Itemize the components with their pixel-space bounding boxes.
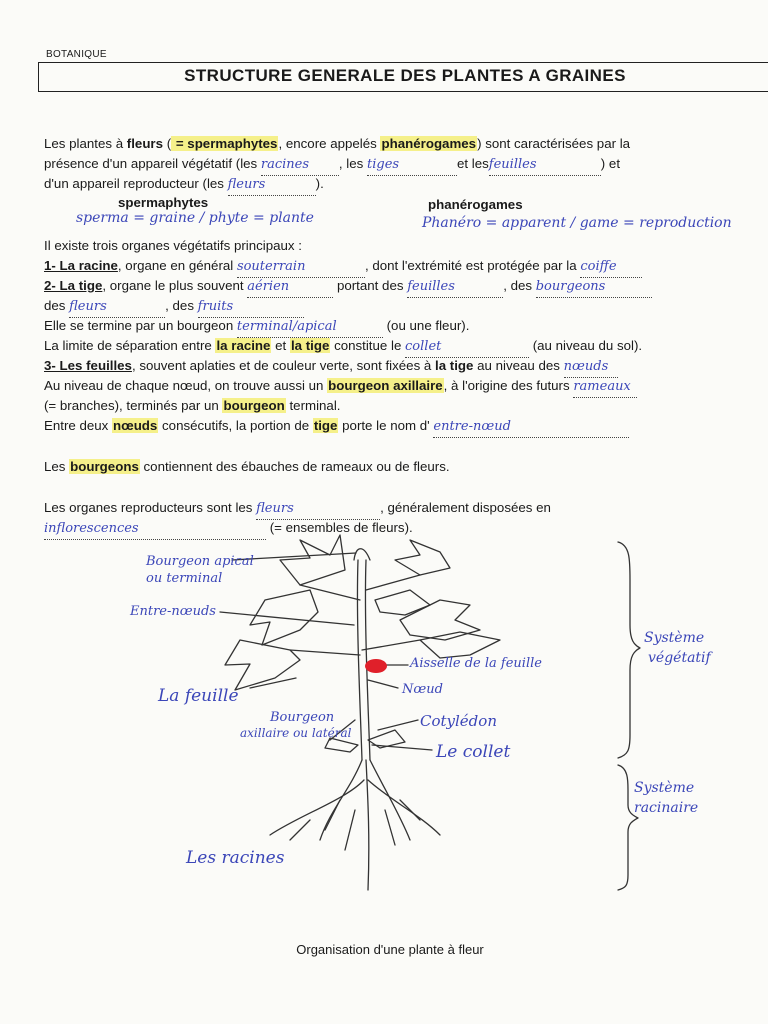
answer-fleurs: fleurs [227,177,266,192]
term-noeuds: nœuds [113,418,158,433]
text: (au niveau du sol). [529,338,643,353]
text: , des [503,278,536,293]
label-systeme-veg-2: végétatif [648,650,711,666]
term-racine: 1- La racine [44,258,118,273]
text: , organe le plus souvent [102,278,248,293]
text: d'un appareil reproducteur (les [44,176,228,191]
answer-coiffe: coiffe [580,259,617,274]
text: terminal. [285,398,341,413]
text: Entre deux [44,418,113,433]
etym-sperm-head: spermaphytes [118,195,209,210]
text: , organe en général [117,258,237,273]
answer-racines: racines [260,157,310,172]
answer-souterrain: souterrain [236,259,306,274]
text: et les [457,156,489,171]
leaf-top-right [395,540,450,575]
text: ) et [600,156,621,171]
pointer-entrenoeud [220,612,354,625]
term-la-tige: la tige [290,338,330,353]
branch-left-top [300,585,360,600]
label-noeud: Nœud [402,682,443,697]
answer-fruits: fruits [197,299,234,314]
text: La limite de séparation entre [44,338,216,353]
branch-left-mid [290,650,360,655]
label-entrenoeud: Entre-nœuds [130,604,216,619]
text: , généralement disposées en [380,500,551,515]
text: (= ensembles de fleurs). [266,520,413,535]
answer-aerien: aérien [247,279,290,294]
label-collet: Le collet [436,742,511,762]
text: au niveau des [473,358,564,373]
label-apical-2: ou terminal [146,571,223,586]
apical-bud-shape [354,549,370,560]
leaf-right-inner [375,590,430,615]
answer-fleurs-tige: fleurs [69,299,107,314]
term-tige: 2- La tige [44,278,103,293]
term-tige-hl: tige [313,418,338,433]
answer-feuilles: feuilles [488,157,537,172]
label-apical: Bourgeon apical [146,554,254,569]
text: consécutifs, la portion de [158,418,313,433]
label-axil-2: axillaire ou latéral [240,726,352,740]
term-spermaphytes: = spermaphytes [172,136,278,151]
answer-feuilles-tige: feuilles [407,279,455,294]
pointer-noeud [368,680,398,688]
term-bourgeon-axillaire: bourgeon axillaire [328,378,443,393]
branch-right-top [366,575,420,590]
answer-noeuds: nœuds [563,359,609,374]
etym-sperm-def: sperma = graine / phyte = plante [76,210,314,226]
page-title: STRUCTURE GENERALE DES PLANTES A GRAINES [184,66,626,85]
answer-inflorescences: inflorescences [44,521,139,536]
etym-phan-head: phanérogames [428,197,523,212]
text: Elle se termine par un bourgeon [44,318,237,333]
label-aisselle: Aisselle de la feuille [410,656,542,671]
text: des [44,298,70,313]
brace-vegetatif [618,542,640,758]
text: présence d'un appareil végétatif (les [44,156,261,171]
subject-label: BOTANIQUE [46,49,107,60]
term-la-racine: la racine [216,338,271,353]
text: , des [165,298,198,313]
text: , encore appelés [278,136,381,151]
text: Au niveau de chaque nœud, on trouve aussi un [44,378,328,393]
text: porte le nom d' [338,418,434,433]
text: et [271,338,290,353]
branch-right-mid [362,640,420,650]
text: Les organes reproducteurs sont les [44,500,257,515]
term-tige-bold: la tige [435,358,474,373]
text: contiennent des ébauches de rameaux ou de fleurs. [139,459,450,474]
label-systeme-rac-2: racinaire [634,800,699,816]
answer-terminal: terminal/apical [236,319,337,334]
label-systeme-veg: Système [644,630,705,646]
text: , dont l'extrémité est protégée par la [364,258,581,273]
leaf-left-large [225,640,300,690]
text: , souvent aplaties et de couleur verte, sont fixées à [131,358,436,373]
pointer-cotyledon [378,720,418,730]
label-feuille: La feuille [158,686,239,706]
answer-rameaux: rameaux [573,379,631,394]
text: portant des [333,278,408,293]
leaf-top-left [280,535,345,585]
text: ( [163,136,172,151]
label-axil: Bourgeon [270,710,335,725]
text: Les [44,459,70,474]
label-cotyledon: Cotylédon [420,712,497,730]
text: Les plantes à [44,136,127,151]
leaf-left-upper [250,590,318,645]
answer-entre-noeud: entre-nœud [433,419,511,434]
label-systeme-rac: Système [634,780,695,796]
etym-phan-def: Phanéro = apparent / game = reproduction [422,215,732,231]
aisselle-mark [365,659,387,673]
root-hairs [290,800,420,850]
text: , les [338,156,367,171]
stem [357,560,362,760]
root [270,780,364,835]
term-bourgeons: bourgeons [70,459,139,474]
term-phanerogames: phanérogames [381,136,477,151]
text: constitue le [330,338,406,353]
answer-tiges: tiges [367,157,400,172]
text: (= branches), terminés par un [44,398,223,413]
term-bourgeon: bourgeon [223,398,285,413]
text: ) sont caractérisées par la [477,136,631,151]
text: , à l'origine des futurs [443,378,574,393]
text: ). [315,176,324,191]
organs-intro: Il existe trois organes végétatifs principaux : [44,238,302,253]
term-feuilles: 3- Les feuilles [44,358,132,373]
text: (ou une fleur). [382,318,470,333]
diagram-caption: Organisation d'une plante à fleur [296,942,484,957]
answer-fleurs-repro: fleurs [256,501,294,516]
label-racines: Les racines [186,848,285,868]
term-fleurs: fleurs [126,136,164,151]
answer-collet: collet [405,339,442,354]
answer-bourgeons: bourgeons [535,279,606,294]
